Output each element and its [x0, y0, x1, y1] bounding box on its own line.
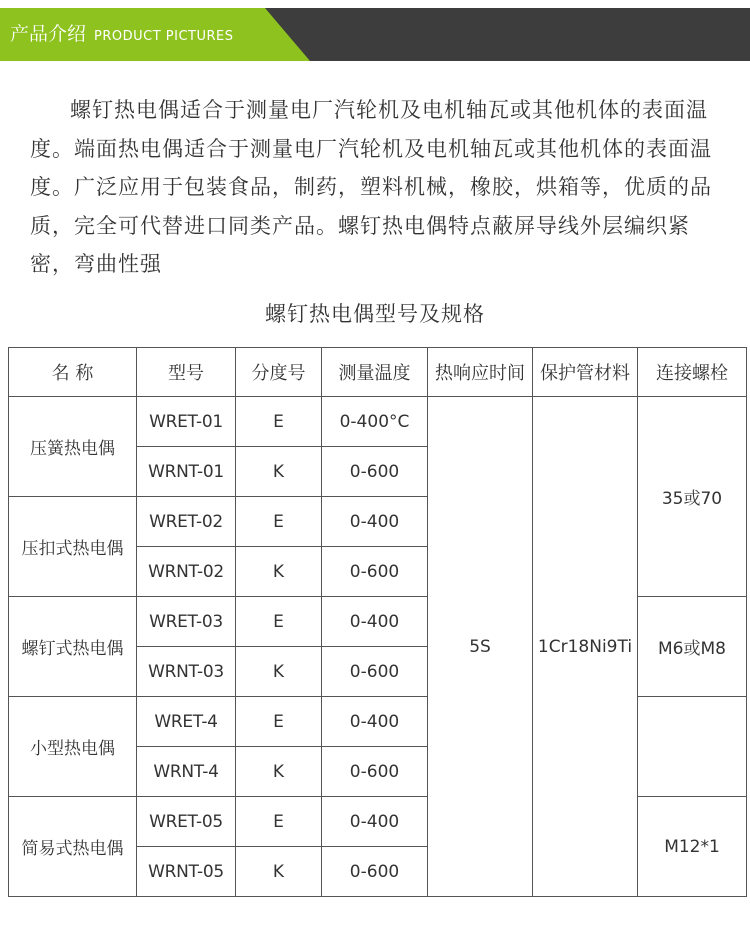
temp-cell: 0-400: [322, 497, 428, 547]
bolt-cell: M12*1: [638, 797, 747, 897]
index-cell: E: [236, 397, 322, 447]
index-cell: E: [236, 597, 322, 647]
header-cell: 保护管材料: [533, 348, 638, 397]
table-row: [9, 397, 747, 447]
temp-cell: 0-600: [322, 747, 428, 797]
model-cell: WRNT-01: [137, 447, 236, 497]
product-name-cell: 螺钉式热电偶: [9, 597, 137, 697]
temp-cell: 0-400°C: [322, 397, 428, 447]
header-cell: 名 称: [9, 348, 137, 397]
product-name-cell: 压簧热电偶: [9, 397, 137, 497]
model-cell: WRNT-05: [137, 847, 236, 897]
header-subtitle: PRODUCT PICTURES: [94, 29, 234, 44]
index-cell: K: [236, 747, 322, 797]
header-cell: 分度号: [236, 348, 322, 397]
temp-cell: 0-400: [322, 797, 428, 847]
spec-table: [8, 347, 747, 897]
product-name-cell: 小型热电偶: [9, 697, 137, 797]
temp-cell: 0-600: [322, 547, 428, 597]
model-cell: WRNT-4: [137, 747, 236, 797]
header-cell: 测量温度: [322, 348, 428, 397]
model-cell: WRET-05: [137, 797, 236, 847]
product-name-cell: 简易式热电偶: [9, 797, 137, 897]
model-cell: WRET-03: [137, 597, 236, 647]
index-cell: K: [236, 547, 322, 597]
model-cell: WRET-4: [137, 697, 236, 747]
header-cell: 热响应时间: [428, 348, 533, 397]
product-name-cell: 压扣式热电偶: [9, 497, 137, 597]
bolt-cell: M6或M8: [638, 597, 747, 697]
tube-material-cell: 1Cr18Ni9Ti: [533, 397, 638, 897]
index-cell: K: [236, 647, 322, 697]
intro-text: 螺钉热电偶适合于测量电厂汽轮机及电机轴瓦或其他机体的表面温度。端面热电偶适合于测量电厂汽轮机及电机轴瓦或其他机体的表面温度。广泛应用于包装食品，制药，塑料机械，橡胶，烘箱等，优质的品质，完全可代替进口同类产品。螺钉热电偶特点蔽屏导线外层编织紧密，弯曲性强: [30, 98, 712, 276]
index-cell: E: [236, 697, 322, 747]
temp-cell: 0-400: [322, 697, 428, 747]
bolt-cell: [638, 697, 747, 797]
table-title: 螺钉热电偶型号及规格: [265, 302, 485, 326]
section-header: [0, 8, 750, 61]
response-time-cell: 5S: [428, 397, 533, 897]
index-cell: K: [236, 447, 322, 497]
model-cell: WRNT-03: [137, 647, 236, 697]
table-header-row: [9, 348, 747, 397]
bolt-cell: 35或70: [638, 397, 747, 597]
model-cell: WRET-01: [137, 397, 236, 447]
header-cell: 连接螺栓: [638, 348, 747, 397]
index-cell: K: [236, 847, 322, 897]
header-title-text: 产品介绍: [10, 23, 87, 45]
index-cell: E: [236, 797, 322, 847]
temp-cell: 0-600: [322, 447, 428, 497]
temp-cell: 0-600: [322, 847, 428, 897]
model-cell: WRET-02: [137, 497, 236, 547]
index-cell: E: [236, 497, 322, 547]
model-cell: WRNT-02: [137, 547, 236, 597]
header-title: [10, 8, 234, 61]
header-cell: 型号: [137, 348, 236, 397]
temp-cell: 0-400: [322, 597, 428, 647]
intro-paragraph: [30, 91, 730, 284]
temp-cell: 0-600: [322, 647, 428, 697]
